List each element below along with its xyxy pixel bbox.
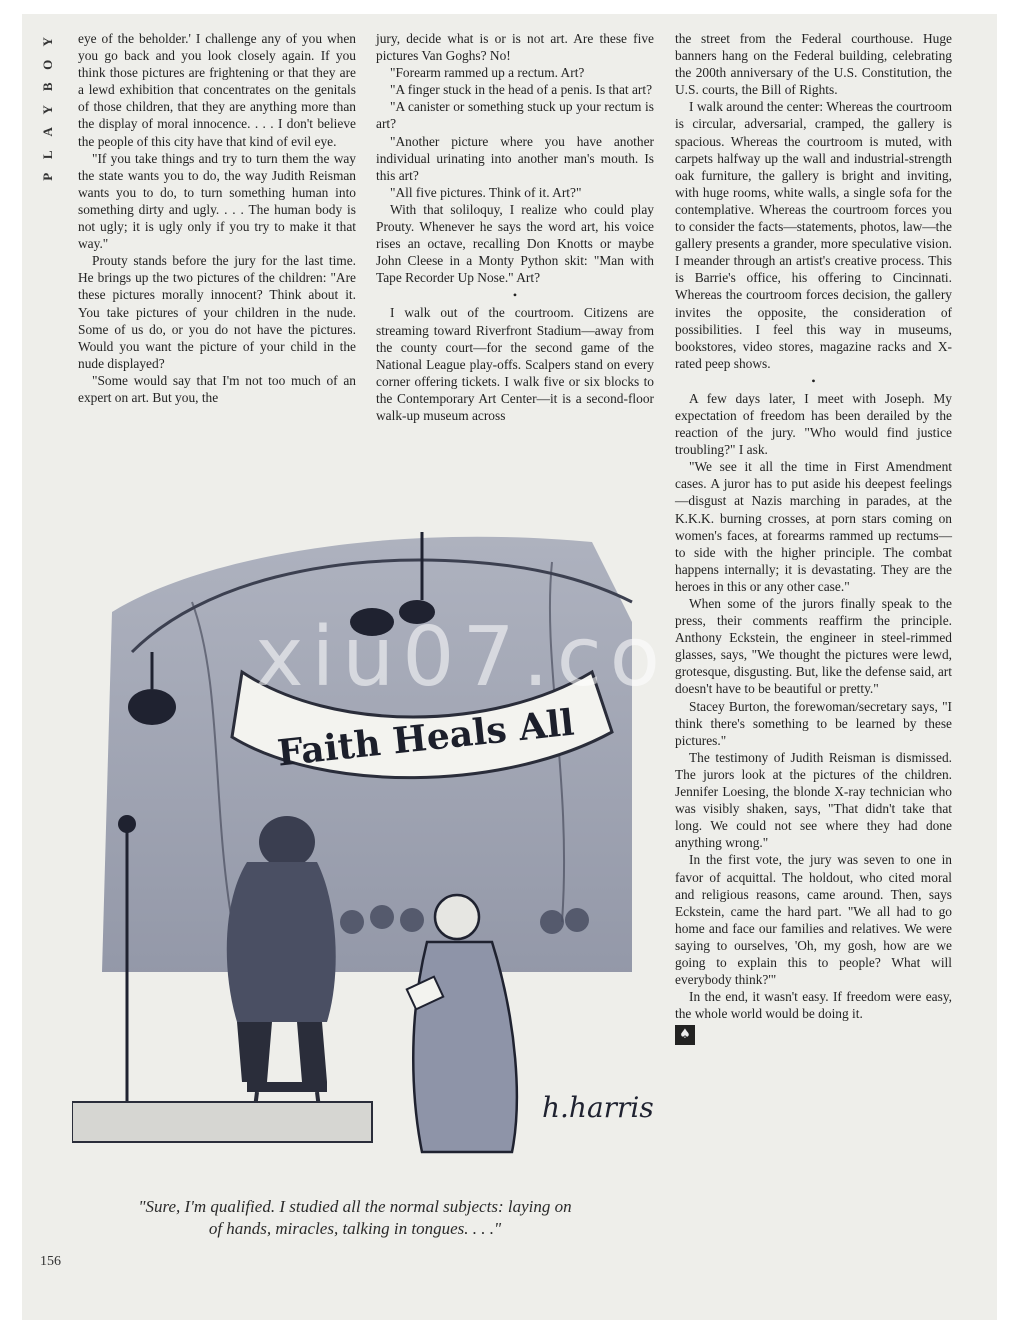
- paragraph: In the end, it wasn't easy. If freedom were easy, the whole world would be doing it.: [675, 989, 952, 1022]
- section-break-bullet: •: [512, 288, 518, 303]
- paragraph: eye of the beholder.' I challenge any of you when you go back and you look closely again. If you think those pictures are frightening or that they are a lewd exhibition that concentrates on the genitals of those children, that they are anything more than the display of moral innocence. . . . I don't believe the people of this city have that kind of evil eye.: [78, 31, 356, 149]
- watermark: xiu07.co: [255, 610, 668, 705]
- banner-text: Faith Heals All: [275, 701, 577, 775]
- paragraph: With that soliloquy, I realize who could play Prouty. Whenever he says the word art, his voice rises an octave, recalling Don Knotts or maybe John Cleese in a Monty Python skit: "Man with Tape Recorder Up Nose." Art?: [376, 201, 654, 286]
- cartoon-caption: "Sure, I'm qualified. I studied all the normal subjects: laying on of hands, miracles, talking in tongues. . . .": [138, 1197, 572, 1238]
- paragraph: I walk out of the courtroom. Citizens are streaming toward Riverfront Stadium—away from the county court—for the second game of the National League play-offs. Scalpers stand on every corner offering tickets. I walk five or six blocks to the Contemporary Art Center—it is a second-floor walk-up museum across: [376, 305, 654, 423]
- paragraph: the street from the Federal courthouse. Huge banners hang on the Federal building, celebrating the 200th anniversary of the U.S. Constitution, the U.S. courts, the Bill of Rights.: [675, 31, 952, 98]
- paragraph: jury, decide what is or is not art. Are these five pictures Van Goghs? No!: [376, 31, 654, 64]
- section-break-bullet: •: [811, 373, 816, 388]
- column-2: [376, 30, 654, 424]
- paragraph: "Forearm rammed up a rectum. Art?: [390, 65, 585, 81]
- paragraph: When some of the jurors finally speak to the press, their comments reaffirm the principle. Anthony Eckstein, the engineer in steel-rimmed glasses, says, "We thought the pictures were lewd, grotesque, disgusting. But, like the defense said, art doesn't have to be beautiful or pretty.": [675, 596, 952, 697]
- paragraph: The testimony of Judith Reisman is dismissed. The jurors look at the pictures of the children. Jennifer Loesing, the blonde X-ray technician who was visibly shaken, says, "That didn't take that long. We could not see where they had done anything wrong.": [675, 749, 952, 851]
- paragraph: "If you take things and try to turn them the way the state wants you to do, the way Judith Reisman wants you to do, to turn something human into something dirty and ugly. . . . The human body is not ugly; it is ugly only if you try to make it that way.": [78, 150, 356, 252]
- column-1: [78, 30, 356, 406]
- paragraph: Stacey Burton, the forewoman/secretary says, "I think there's something to be learned by these pictures.": [675, 698, 952, 748]
- paragraph: Prouty stands before the jury for the last time. He brings up the two pictures of the children: "Are these pictures morally innocent? Think about it. You take pictures of your children in the nude. Some of us do, or you do not have the pictures. Would you want the picture of your child in the nude displayed?: [78, 253, 356, 371]
- running-head: [38, 30, 58, 188]
- paragraph: "We see it all the time in First Amendment cases. A juror has to put aside his deepest feelings—disgust at Nazis marching in parades, at the K.K.K. burning crosses, at porn stars coming on women's faces, at forearms rammed up rectums—to side with the higher principle. The combat happens internally; it is devastating. They are the heroes in this or any other case.": [675, 459, 952, 594]
- column-3: [675, 30, 952, 1042]
- paragraph: "A finger stuck in the head of a penis. Is that art?: [390, 82, 653, 98]
- artist-signature: h.harris: [542, 1091, 654, 1124]
- paragraph: "A canister or something stuck up your rectum is art?: [376, 99, 654, 132]
- paragraph: In the first vote, the jury was seven to one in favor of acquittal. The holdout, who cited moral and religious reasons, came around. Then, says Eckstein, came the hard part. "We all had to go home and face our families and relatives. We were saying to ourselves, 'Oh, my gosh, how are we going to explain this to people? What will everybody think?'": [675, 852, 952, 988]
- paragraph: I walk around the center: Whereas the courtroom is circular, adversarial, cramped, the gallery is spacious. Whereas the courtroom is muted, with carpets halfway up the wall and industrial-strength oak furniture, the gallery is bright and inviting, with huge rooms, white walls, a single sofa for the contemplative. Whereas the courtroom forces you to consider the facts—statements, photos, law—the gallery presents a grander, more speculative vision. I meander through an artist's creative process. This is Barrie's office, his offering to Cincinnati. Whereas the courtroom forces decision, the gallery invites the opposite, the consideration of possibilities. I feel this way in museums, bookstores, video stores, magazine racks and X-rated peep shows.: [675, 99, 952, 371]
- page-number: 156: [40, 1254, 61, 1269]
- running-head-text: Y O B Y A L P: [39, 36, 55, 181]
- paragraph: "All five pictures. Think of it. Art?": [390, 184, 582, 200]
- end-mark-icon: ♠: [675, 1025, 695, 1045]
- paragraph: "Another picture where you have another individual urinating into another man's mouth. Is this art?: [376, 133, 654, 183]
- paragraph: A few days later, I meet with Joseph. My expectation of freedom has been derailed by the reaction of the jury. "Who would find justice troubling?" I ask.: [675, 390, 952, 458]
- cartoon-illustration: [72, 502, 662, 1192]
- paragraph: "Some would say that I'm not too much of an expert on art. But you, the: [78, 372, 356, 405]
